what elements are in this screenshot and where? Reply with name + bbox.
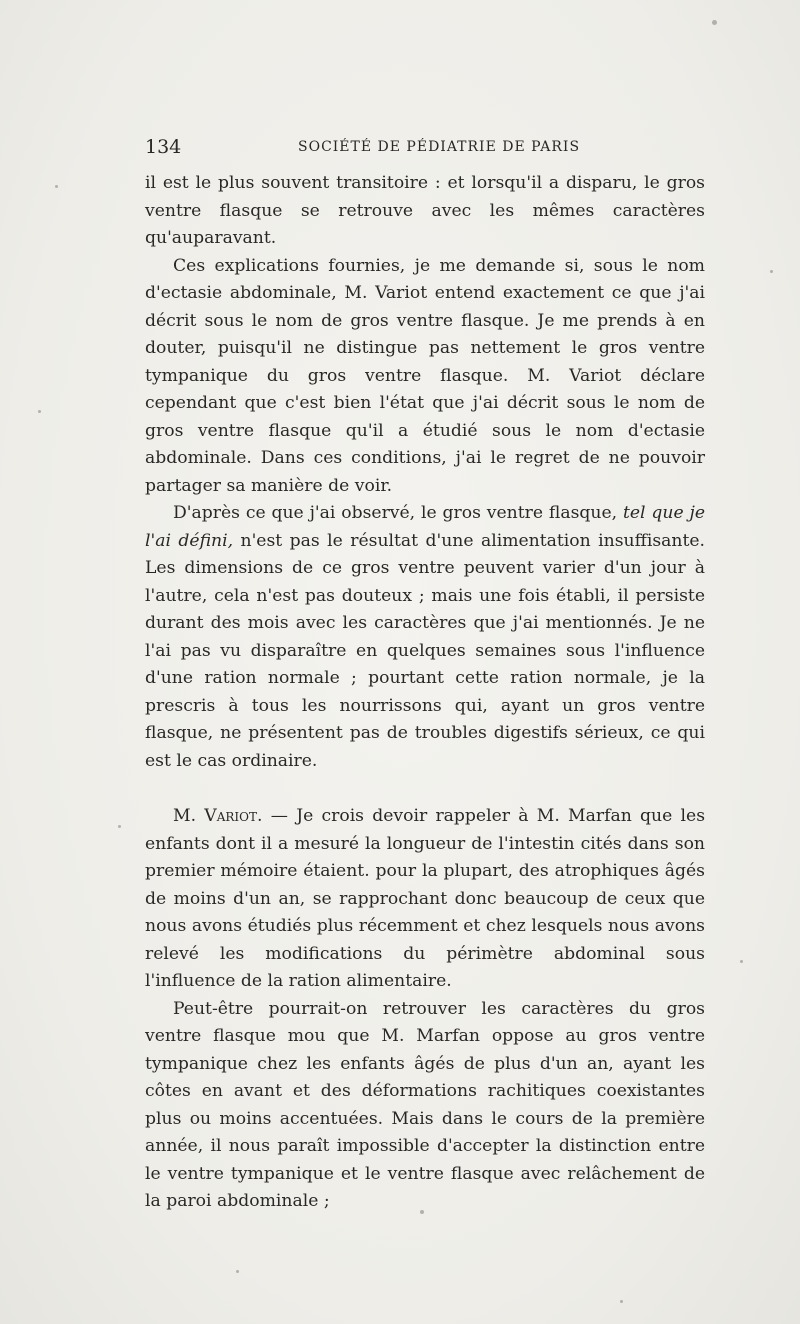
speaker-name: M. Variot. [173, 806, 263, 826]
paper-speck [38, 410, 41, 413]
section-gap [145, 775, 705, 803]
paragraph-3-after: n'est pas le résultat d'une alimentation insuffisante. Les dimensions de ce gros ventre peuvent varier d'un jour à l'autre, cela n'est pas douteux ; mais une fois établi, il persiste durant des mois avec les caractères que j'ai mentionnés. Je ne l'ai pas vu disparaître en quelques semaines sous l'influence d'une ration normale ; pourtant cette ration normale, je la prescris à tous les nourrissons qui, ayant un gros ventre flasque, ne présentent pas de troubles digestifs sérieux, ce qui est le cas ordinaire. [145, 530, 705, 771]
paragraph-3 [145, 500, 705, 775]
page-header [145, 136, 705, 160]
paper-speck [740, 960, 743, 963]
paper-speck [620, 1300, 623, 1303]
paragraph-4 [145, 803, 705, 996]
paper-speck [420, 1210, 424, 1214]
paper-speck [118, 825, 121, 828]
paragraph-4-text: — Je crois devoir rappeler à M. Marfan que les enfants dont il a mesuré la longueur de l'intestin cités dans son premier mémoire étaient. pour la plupart, des atrophiques âgés de moins d'un an, se rapprochant donc beaucoup de ceux que nous avons étudiés plus récemment et chez lesquels nous avons relevé les modifications du périmètre abdominal sous l'influence de la ration alimentaire. [145, 806, 706, 991]
body-text [145, 170, 705, 1216]
paper-speck [770, 270, 773, 273]
page-number: 134 [145, 136, 182, 158]
paragraph-3-italic: tel que je l'ai défini, [145, 503, 706, 551]
paper-speck [55, 185, 58, 188]
paragraph-5: Peut-être pourrait-on retrouver les caractères du gros ventre flasque mou que M. Marfan oppose au gros ventre tympanique chez les enfants âgés de plus d'un an, ayant les côtes en avant et des déformations rachitiques coexistantes plus ou moins accentuées. Mais dans le cours de la première année, il nous paraît impossible d'accepter la distinction entre le ventre tympanique et le ventre flasque avec relâchement de la paroi abdominale ; [145, 998, 705, 1211]
running-head: SOCIÉTÉ DE PÉDIATRIE DE PARIS [298, 139, 581, 155]
paragraph-1: il est le plus souvent transitoire : et lorsqu'il a disparu, le gros ventre flasque se retrouve avec les mêmes caractères qu'auparavant. [145, 173, 705, 248]
paper-speck [712, 20, 717, 25]
paragraph-3-before: D'après ce que j'ai observé, le gros ventre flasque, [173, 503, 618, 523]
paragraph-2: Ces explications fournies, je me demande si, sous le nom d'ectasie abdominale, M. Variot entend exactement ce que j'ai décrit sous le nom de gros ventre flasque. Je me prends à en douter, puisqu'il ne distingue pas nettement le gros ventre tympanique du gros ventre flasque. M. Variot déclare cependant que c'est bien l'état que j'ai décrit sous le nom de gros ventre flasque qu'il a étudié sous le nom d'ectasie abdominale. Dans ces conditions, j'ai le regret de ne pouvoir partager sa manière de voir. [145, 255, 705, 496]
paper-speck [236, 1270, 239, 1273]
